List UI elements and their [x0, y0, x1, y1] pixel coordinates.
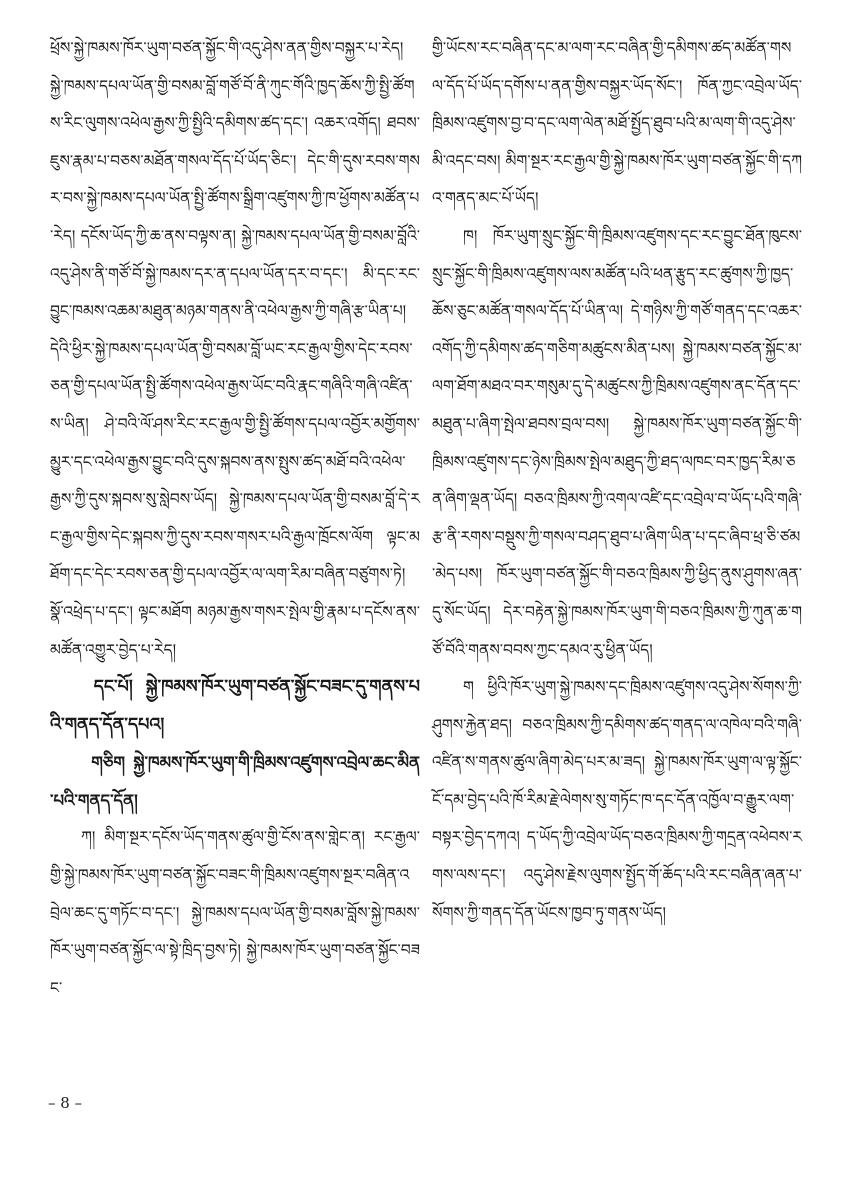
body-paragraph: ཕྲོས་སྐྱེ་ཁམས་ཁོར་ཡུག་བཙན་སྐྱོང་གི་འདུ་ཤེས་ནན་གྱིས་བསྐྱར་པ་རེད། སྐྱེ་ཁམས་དཔལ་ཡོན་གྱི་བསམ་བློ་གཙོ་བོ་ནི་ཀུང་གོའི་ཁྱད་ཆོས་ཀྱི་སྤྱི་ཚོགས་རིང་ལུགས་འཕེལ་རྒྱས་ཀྱི་སྤྱིའི་དམིགས་ཚད་དང་། འཆར་འགོད། ཐབས་ཇུས་རྣམ་པ་བཅས་མཐོན་གསལ་དོད་པོ་ཡོད་ཅིང་། དེང་གི་དུས་རབས་གསར་བས་སྐྱེ་ཁམས་དཔལ་ཡོན་སྤྱི་ཚོགས་སྒྲིག་འཛུགས་ཀྱི་ཁ་ཕྱོགས་མཚོན་པ་རེད། དངོས་ཡོད་ཀྱི་ཆ་ནས་བལྟས་ན། སྐྱེ་ཁམས་དཔལ་ཡོན་གྱི་བསམ་བློའི་འདུ་ཤེས་ནི་གཙོ་བོ་སྐྱེ་ཁམས་དར་ན་དཔལ་ཡོན་དར་བ་དང་། མི་དང་རང་བྱུང་ཁམས་འཆམ་མཐུན་མཉམ་གནས་ནི་འཕེལ་རྒྱས་ཀྱི་གཞི་རྩ་ཡིན་པ། དེའི་ཕྱིར་སྐྱེ་ཁམས་དཔལ་ཡོན་གྱི་བསམ་བློ་ཡང་རང་རྒྱལ་གྱིས་དེང་རབས་ཅན་གྱི་དཔལ་ཡོན་སྤྱི་ཚོགས་འཕེལ་རྒྱས་ཡོང་བའི་རྣང་གཞིའི་གཞི་འཛིན་ས་ཡིན། ཤེ་བའི་ལོ་ཤས་རིང་རང་རྒྱལ་གྱི་སྤྱི་ཚོགས་དཔལ་འབྱོར་མགྱོགས་མྱུར་དང་འཕེལ་རྒྱས་བྱུང་བའི་དུས་སྐབས་ནས་སྤུས་ཚད་མཐོ་བའི་འཕེལ་རྒྱས་ཀྱི་དུས་སྐབས་སུ་སླེབས་ཡོད། སྐྱེ་ཁམས་དཔལ་ཡོན་གྱི་བསམ་བློ་དེ་རང་རྒྱལ་གྱིས་དེང་སྐབས་ཀྱི་དུས་རབས་གསར་པའི་རྒྱལ་ཁྲོངས་ལོག ལྟང་མཐོག་དང་དེང་རབས་ཅན་གྱི་དཔལ་འབྱོར་ལ་ལག་རིམ་བཞིན་བཙུགས་ཏེ། སྣོ་འཕྲེད་པ་དང་། ལྟང་མཐོག མཉམ་རྒྱས་གསར་སྤེལ་གྱི་རྣམ་པ་དངོས་ནས་མཚོན་འགྱུར་བྱེད་པ་རེད། [50, 39, 420, 659]
body-paragraph: གྱི་ཡོངས་རང་བཞིན་དང་མ་ལག་རང་བཞིན་གྱི་དམིགས་ཚད་མཚོན་གསལ་དོད་པོ་ཡོད་དགོས་པ་ནན་གྱིས་བསྐྱར་ཡོད་སོང་། ཁོན་ཀྱང་འབྲེལ་ཡོད་ཁྲིམས་འཛུགས་བྱ་བ་དང་ལག་ལེན་མཐོ་སྤྱོད་ཐུབ་པའི་མ་ལག་གི་འདུ་ཤེས་མི་འདང་བས། མིག་སྔར་རང་རྒྱལ་གྱི་སྐྱེ་ཁམས་ཁོར་ཡུག་བཙན་སྐྱོང་གི་དཀའ་གནད་མང་པོ་ཡོད། [432, 39, 802, 208]
body-paragraph: ཁ། ཁོར་ཡུག་སྲུང་སྐྱོང་གི་ཁྲིམས་འཛུགས་དང་རང་བྱུང་ཐོན་ཁུངས་སྲུང་སྐྱོང་གི་ཁྲིམས་འཛུགས་ལས་མཚོན་པའི་ཕན་རྩུད་རང་ཚུགས་ཀྱི་ཁྱད་ཆོས་ཅུང་མཚོན་གསལ་དོད་པོ་ཡིན་ལ། དེ་གཉིས་ཀྱི་གཙོ་གནད་དང་འཆར་འགོད་ཀྱི་དམིགས་ཚད་གཅིག་མཚུངས་མིན་པས། སྐྱེ་ཁམས་བཙན་སྐྱོང་མ་ལག་ཐོག་མཐའ་བར་གསུམ་དུ་དེ་མཚུངས་ཀྱི་ཁྲིམས་འཛུགས་ནང་དོན་དང་མཐུན་པ་ཞིག་སྤེལ་ཐབས་བྲལ་བས། སྐྱེ་ཁམས་ཁོར་ཡུག་བཙན་སྐྱོང་གི་ཁྲིམས་འཛུགས་དང་ཉེས་ཁྲིམས་སྤེལ་མཐུད་ཀྱི་ཐད་ལཁང་བར་ཁྱད་རིམ་ཅན་ཞིག་ལྡན་ཡོད། བཅའ་ཁྲིམས་ཀྱི་འགལ་འཛི་དང་འབྲེལ་བ་ཡོད་པའི་གཞི་རྩ་ནི་རགས་བསྡུས་ཀྱི་གསལ་བཤད་ཐུབ་པ་ཞིག་ཡིན་པ་དང་ཞིབ་ཕྲ་ཅི་ཙམ་མེད་པས། ཁོར་ཡུག་བཙན་སྐྱོང་གི་བཅའ་ཁྲིམས་ཀྱི་ཕྱིད་ནུས་ཤུགས་ཞན་དུ་སོང་ཡོད། དེར་བརྟེན་སྐྱེ་ཁམས་ཁོར་ཡུག་གི་བཅའ་ཁྲིམས་ཀྱི་ཀུན་ཆ་གཙོ་བོའི་གནས་བབས་ཀྱང་དམའ་རུ་ཕྱིན་ཡོད། [432, 226, 802, 659]
section-heading: དང་པོ། སྐྱེ་ཁམས་ཁོར་ཡུག་བཙན་སྐྱོང་བཟང་དུ་གནས་པའི་གནད་དོན་དཔའ། [50, 677, 420, 735]
page-number: – 8 – [48, 1094, 83, 1112]
body-paragraph: ཀ། མིག་སྔར་དངོས་ཡོད་གནས་ཚུལ་གྱི་ངོས་ནས་གླེང་ན། རང་རྒྱལ་གྱི་སྐྱེ་ཁམས་ཁོར་ཡུག་བཙན་སྐྱོང་བཟང་གི་ཁྲིམས་འཛུགས་སྔར་བཞིན་འབྲེལ་ཆང་དུ་གཏོང་བ་དང་། སྐྱེ་ཁམས་དཔལ་ཡོན་གྱི་བསམ་བློས་སྐྱེ་ཁམས་ཁོར་ཡུག་བཙན་སྐྱོང་ལ་སྟེ་ཁྲིད་བྱས་ཏེ། སྐྱེ་ཁམས་ཁོར་ཡུག་བཙན་སྐྱོང་བཟང་ [50, 828, 420, 997]
right-column [432, 30, 802, 932]
left-column [50, 30, 420, 1007]
body-paragraph: ག ཕྱིའི་ཁོར་ཡུག་སྐྱེ་ཁམས་དང་ཁྲིམས་འཛུགས་འདུ་ཤེས་སོགས་ཀྱི་ཤུགས་རྐྱེན་ཐད། བཅའ་ཁྲིམས་ཀྱི་དམིགས་ཚད་གནད་ལ་འཁེལ་བའི་གཞི་འཛིན་ས་གནས་ཚུལ་ཞིག་མེད་པར་མ་ཟད། སྐྱེ་ཁམས་ཁོར་ཡུག་ལ་ལྟ་སྐྱོང་ངོ་དམ་བྱེད་པའི་ཁོ་རིམ་རྗེ་ལེགས་སུ་གཏོང་ཁ་དང་དོན་འཁྱོལ་བ་རྒྱུར་ལག་བསྟར་བྱེད་དཀའ། ད་ཡོད་ཀྱི་འབྲེལ་ཡོད་བཅའ་ཁྲིམས་ཀྱི་གདྲན་འཕེབས་རགས་ལས་དང་། འདུ་ཤེས་རྗེས་ལུགས་སྤྱོད་གོ་ཆོད་པའི་རང་བཞིན་ཞན་པ་སོགས་ཀྱི་གནད་དོན་ཡོངས་ཁྱབ་ཏུ་གནས་ཡོད། [432, 678, 802, 922]
subsection-heading: གཅིག སྐྱེ་ཁམས་ཁོར་ཡུག་གི་ཁྲིམས་འཛུགས་འབྲེལ་ཆང་མིན་པའི་གནད་དོན། [50, 753, 420, 810]
